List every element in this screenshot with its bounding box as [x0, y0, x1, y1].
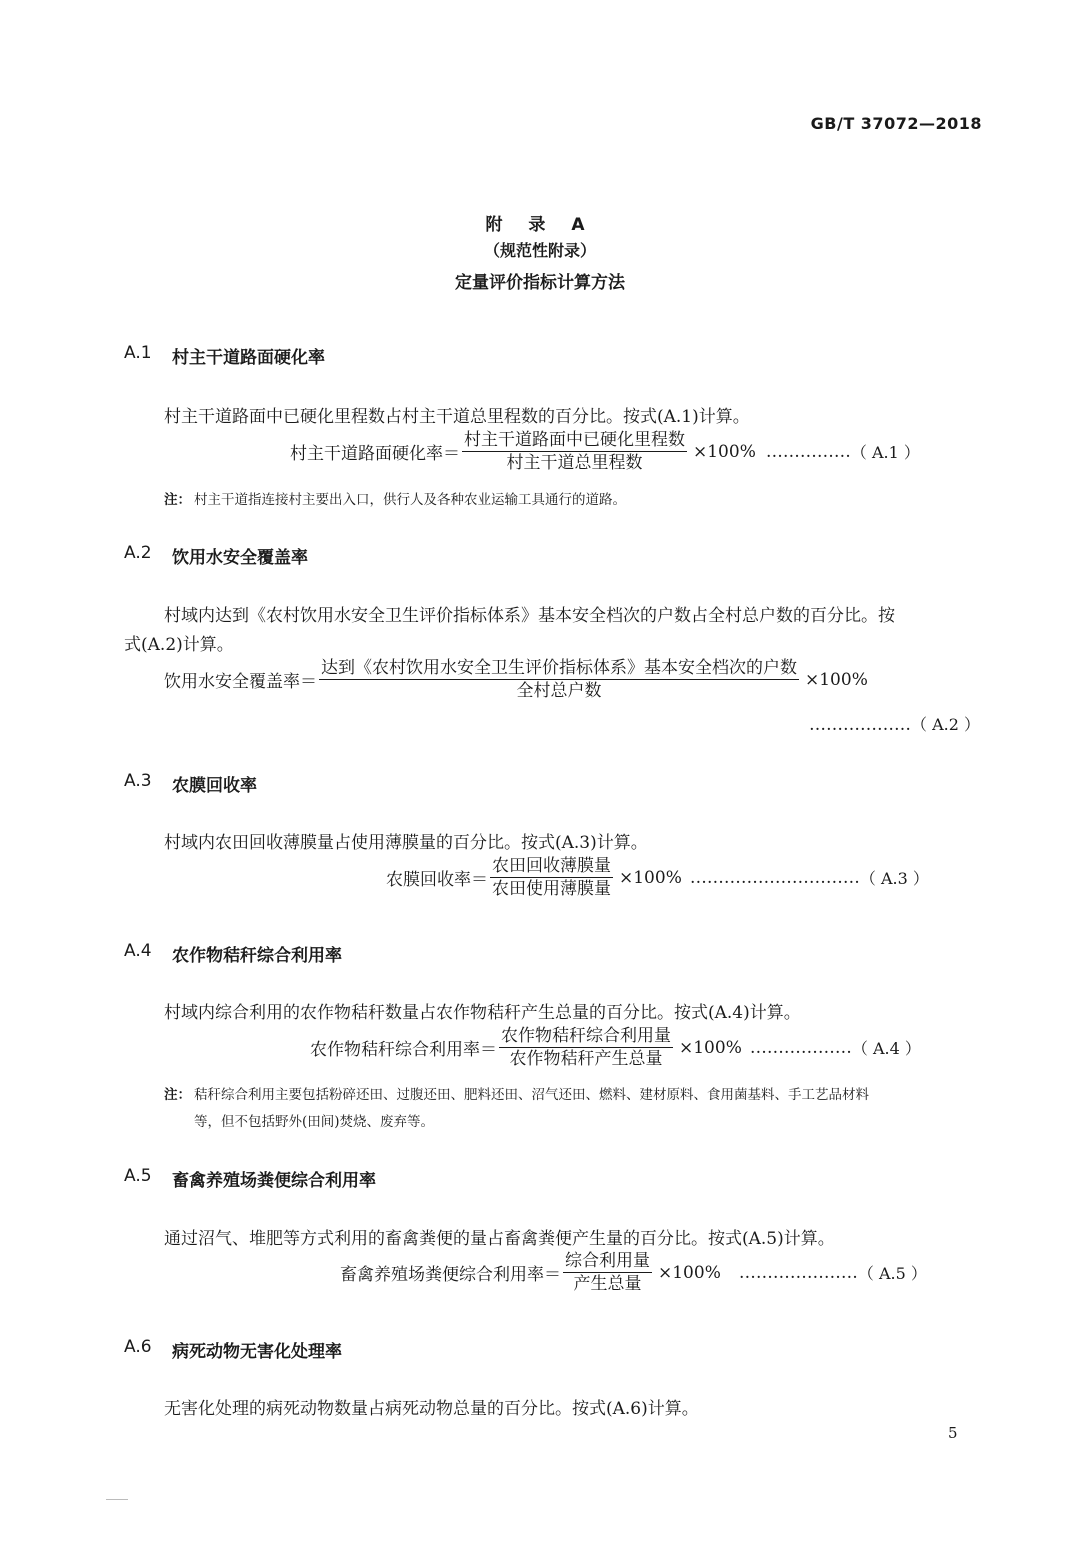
section-a1-title: 村主干道路面硬化率 — [172, 348, 325, 368]
section-a1-note: 村主干道指连接村主要出入口，供行人及各种农业运输工具通行的道路。 — [194, 492, 626, 508]
formula-a3-lhs: 农膜回收率＝ — [386, 870, 488, 890]
formula-a1-fraction — [462, 430, 687, 473]
section-a3-description: 村域内农田回收薄膜量占使用薄膜量的百分比。按式(A.3)计算。 — [164, 833, 648, 853]
formula-a4-numerator: 农作物秸秆综合利用量 — [501, 1026, 671, 1046]
formula-a1-number: （ A.1 ） — [850, 443, 920, 462]
section-a2-description-line2: 式(A.2)计算。 — [124, 635, 234, 655]
formula-a1-numerator: 村主干道路面中已硬化里程数 — [464, 430, 685, 450]
formula-a2-numerator: 达到《农村饮用水安全卫生评价指标体系》基本安全档次的户数 — [321, 658, 797, 678]
section-a4-number: A.4 — [124, 941, 152, 961]
formula-a3 — [386, 856, 929, 899]
formula-a5 — [340, 1251, 927, 1294]
formula-a2-multiplier: ×100% — [805, 669, 868, 690]
footer-mark — [106, 1499, 128, 1500]
section-a1-number: A.1 — [124, 343, 152, 363]
formula-a5-numerator: 综合利用量 — [565, 1251, 650, 1271]
formula-a1-denominator: 村主干道总里程数 — [506, 453, 643, 473]
page-number: 5 — [948, 1424, 958, 1442]
section-a1-note-label: 注： — [164, 492, 191, 508]
formula-a5-denominator: 产生总量 — [573, 1274, 642, 1294]
formula-a3-fraction — [490, 856, 613, 899]
formula-a1-multiplier: ×100% — [693, 441, 756, 462]
section-a4-note-label: 注： — [164, 1087, 191, 1103]
section-a4-note-line1: 秸秆综合利用主要包括粉碎还田、过腹还田、肥料还田、沼气还田、燃料、建材原料、食用菌基料、手工艺品材料 — [194, 1087, 869, 1103]
formula-a1 — [290, 430, 920, 473]
formula-a2-dots: ……………… — [809, 715, 911, 735]
formula-a3-dots: ………………………… — [689, 867, 860, 888]
section-a4-note-line2: 等，但不包括野外(田间)焚烧、废弃等。 — [194, 1114, 435, 1130]
appendix-title: 附 录 A — [485, 215, 595, 235]
section-a3-number: A.3 — [124, 771, 152, 791]
formula-a4-multiplier: ×100% — [679, 1037, 742, 1058]
formula-a2-number: （ A.2 ） — [911, 715, 980, 734]
formula-a2-number-line — [809, 712, 980, 735]
formula-a4-lhs: 农作物秸秆综合利用率＝ — [310, 1040, 497, 1060]
formula-a5-multiplier: ×100% — [658, 1262, 721, 1283]
formula-a2 — [164, 658, 868, 701]
section-a6-title: 病死动物无害化处理率 — [172, 1342, 342, 1362]
formula-a5-number: （ A.5 ） — [857, 1264, 927, 1283]
section-a4-description: 村域内综合利用的农作物秸秆数量占农作物秸秆产生总量的百分比。按式(A.4)计算。 — [164, 1003, 801, 1023]
section-a5-number: A.5 — [124, 1166, 152, 1186]
formula-a3-number: （ A.3 ） — [859, 869, 929, 888]
formula-a2-lhs: 饮用水安全覆盖率＝ — [164, 672, 317, 692]
formula-a3-denominator: 农田使用薄膜量 — [492, 879, 611, 899]
section-a5-description: 通过沼气、堆肥等方式利用的畜禽粪便的量占畜禽粪便产生量的百分比。按式(A.5)计算。 — [164, 1229, 835, 1249]
section-a3-title: 农膜回收率 — [172, 776, 257, 796]
section-a2-title: 饮用水安全覆盖率 — [172, 548, 308, 568]
section-a6-description: 无害化处理的病死动物数量占病死动物总量的百分比。按式(A.6)计算。 — [164, 1399, 699, 1419]
formula-a4-number: （ A.4 ） — [851, 1039, 921, 1058]
section-a5-title: 畜禽养殖场粪便综合利用率 — [172, 1171, 376, 1191]
section-a6-number: A.6 — [124, 1337, 152, 1357]
section-a1-description: 村主干道路面中已硬化里程数占村主干道总里程数的百分比。按式(A.1)计算。 — [164, 407, 750, 427]
formula-a5-dots: ………………… — [738, 1262, 858, 1283]
formula-a2-denominator: 全村总户数 — [516, 681, 602, 701]
appendix-name: 定量评价指标计算方法 — [455, 273, 625, 293]
formula-a3-numerator: 农田回收薄膜量 — [492, 856, 611, 876]
formula-a4-fraction — [499, 1026, 673, 1069]
formula-a3-multiplier: ×100% — [619, 867, 682, 888]
formula-a1-lhs: 村主干道路面硬化率＝ — [290, 444, 460, 464]
formula-a4-dots: ……………… — [749, 1037, 852, 1058]
formula-a4 — [310, 1026, 921, 1069]
formula-a2-fraction — [319, 658, 799, 701]
formula-a4-denominator: 农作物秸秆产生总量 — [509, 1049, 663, 1069]
formula-a5-fraction — [563, 1251, 652, 1294]
section-a4-title: 农作物秸秆综合利用率 — [172, 946, 342, 966]
formula-a1-dots: …………… — [765, 441, 851, 462]
standard-code: GB/T 37072—2018 — [810, 114, 982, 133]
section-a2-description-line1: 村域内达到《农村饮用水安全卫生评价指标体系》基本安全档次的户数占全村总户数的百分比。按 — [164, 606, 895, 626]
section-a2-number: A.2 — [124, 543, 152, 563]
formula-a5-lhs: 畜禽养殖场粪便综合利用率＝ — [340, 1265, 561, 1285]
appendix-subtitle: （规范性附录） — [483, 241, 596, 260]
